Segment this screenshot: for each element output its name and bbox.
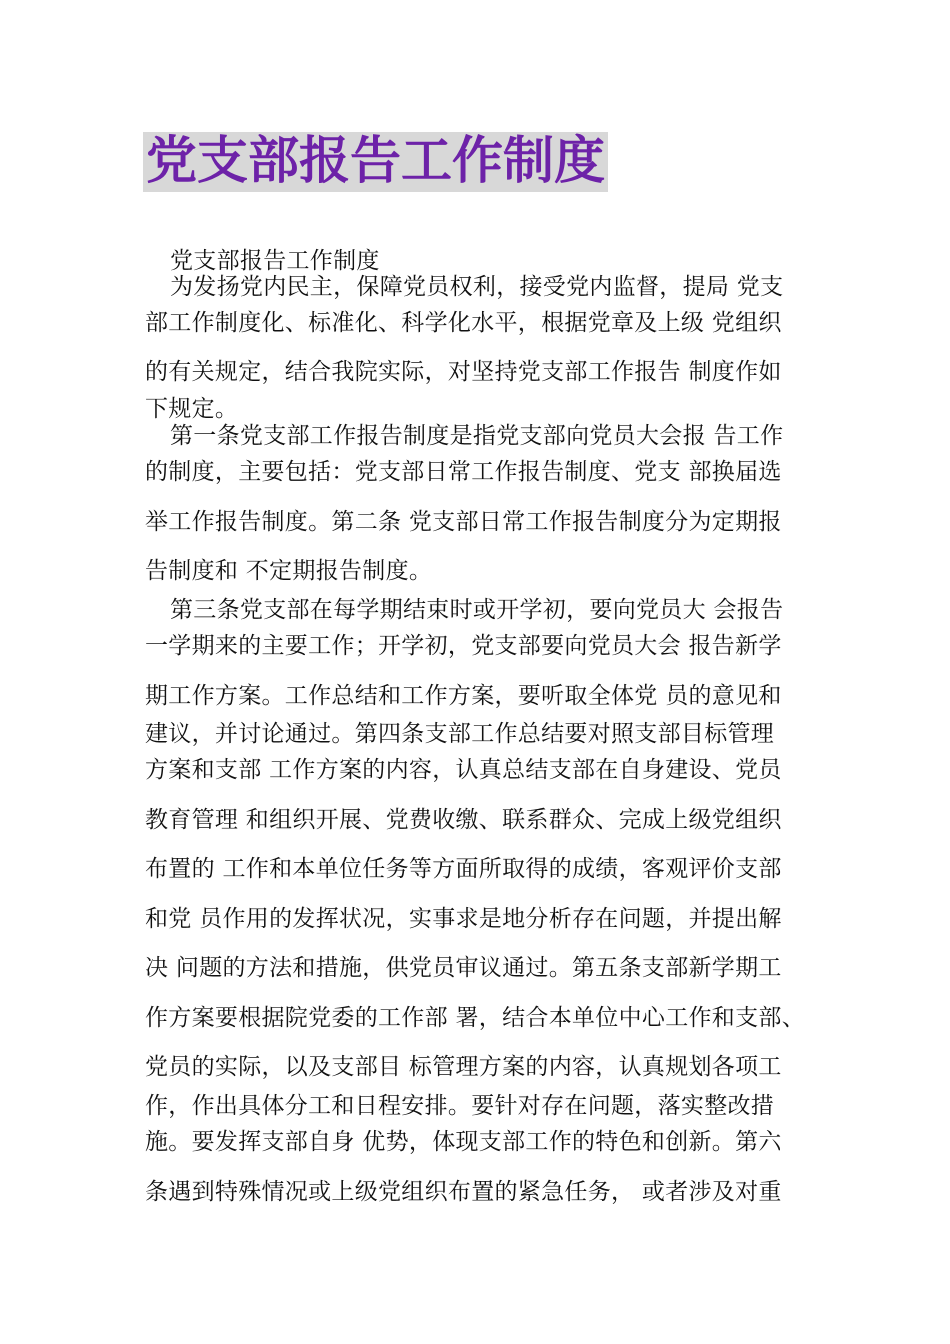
body-line: 条遇到特殊情况或上级党组织布置的紧急任务， 或者涉及对重 <box>145 1179 782 1205</box>
body-line: 和党 员作用的发挥状况，实事求是地分析存在问题，并提出解 <box>145 906 782 932</box>
body-line: 举工作报告制度。第二条 党支部日常工作报告制度分为定期报 <box>145 509 782 535</box>
body-line: 为发扬党内民主，保障党员权利，接受党内监督，提局 党支 <box>170 274 784 300</box>
body-line: 一学期来的主要工作；开学初，党支部要向党员大会 报告新学 <box>145 633 782 659</box>
body-line: 第一条党支部工作报告制度是指党支部向党员大会报 告工作 <box>170 423 784 449</box>
body-line: 期工作方案。工作总结和工作方案，要听取全体党 员的意见和 <box>145 683 782 709</box>
body-line: 党支部报告工作制度 <box>170 248 380 274</box>
body-line: 决 问题的方法和措施，供党员审议通过。第五条支部新学期工 <box>145 955 782 981</box>
body-line: 第三条党支部在每学期结束时或开学初，要向党员大 会报告 <box>170 597 784 623</box>
body-line: 告制度和 不定期报告制度。 <box>145 558 433 584</box>
body-line: 方案和支部 工作方案的内容，认真总结支部在自身建设、党员 <box>145 757 782 783</box>
body-line: 部工作制度化、标准化、科学化水平，根据党章及上级 党组织 <box>145 310 782 336</box>
body-line: 作方案要根据院党委的工作部 署，结合本单位中心工作和支部、 <box>145 1005 806 1031</box>
body-line: 下规定。 <box>145 396 239 422</box>
body-line: 的制度，主要包括：党支部日常工作报告制度、党支 部换届选 <box>145 459 782 485</box>
body-line: 施。要发挥支部自身 优势，体现支部工作的特色和创新。第六 <box>145 1129 782 1155</box>
body-line: 的有关规定，结合我院实际，对坚持党支部工作报告 制度作如 <box>145 359 782 385</box>
body-line: 布置的 工作和本单位任务等方面所取得的成绩，客观评价支部 <box>145 856 782 882</box>
body-line: 教育管理 和组织开展、党费收缴、联系群众、完成上级党组织 <box>145 807 782 833</box>
body-line: 作，作出具体分工和日程安排。要针对存在问题，落实整改措 <box>145 1093 775 1119</box>
document-title: 党支部报告工作制度 <box>143 132 608 192</box>
body-line: 党员的实际，以及支部目 标管理方案的内容，认真规划各项工 <box>145 1054 782 1080</box>
body-line: 建议，并讨论通过。第四条支部工作总结要对照支部目标管理 <box>145 721 775 747</box>
